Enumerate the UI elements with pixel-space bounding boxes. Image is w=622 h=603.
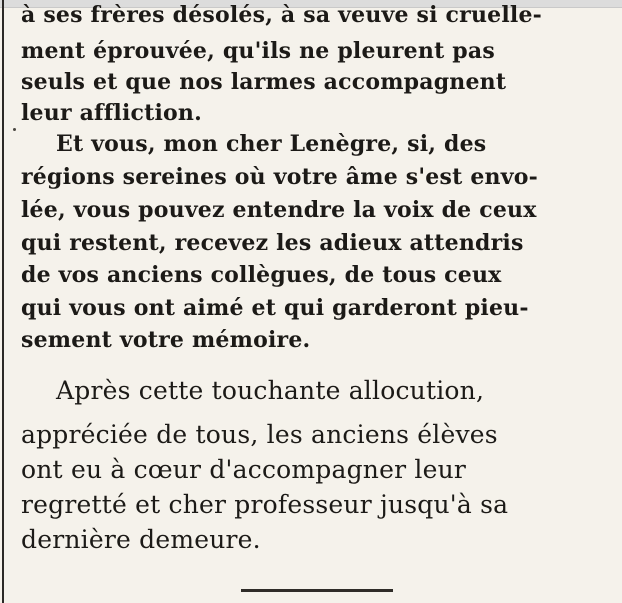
column-rule xyxy=(2,0,4,603)
text-line: regretté et cher professeur jusqu'à sa xyxy=(21,490,509,519)
text-line: leur affliction. xyxy=(21,100,202,126)
text-line: Et vous, mon cher Lenègre, si, des xyxy=(56,131,487,157)
text-line: qui restent, recevez les adieux attendris xyxy=(21,230,524,256)
text-line: dernière demeure. xyxy=(21,525,261,554)
text-line: ment éprouvée, qu'ils ne pleurent pas xyxy=(21,38,495,64)
text-line: ont eu à cœur d'accompagner leur xyxy=(21,455,467,484)
ink-dot xyxy=(13,128,16,131)
text-line: lée, vous pouvez entendre la voix de ceux xyxy=(21,197,537,223)
text-line: régions sereines où votre âme s'est envo- xyxy=(21,164,538,190)
text-line: de vos anciens collègues, de tous ceux xyxy=(21,262,502,288)
text-line: à ses frères désolés, à sa veuve si cruelle- xyxy=(21,2,542,28)
text-line: sement votre mémoire. xyxy=(21,327,311,353)
text-line: seuls et que nos larmes accompagnent xyxy=(21,69,507,95)
text-line: qui vous ont aimé et qui garderont pieu- xyxy=(21,295,529,321)
text-line: appréciée de tous, les anciens élèves xyxy=(21,420,498,449)
closing-divider xyxy=(241,589,393,592)
text-line: Après cette touchante allocution, xyxy=(56,376,485,405)
